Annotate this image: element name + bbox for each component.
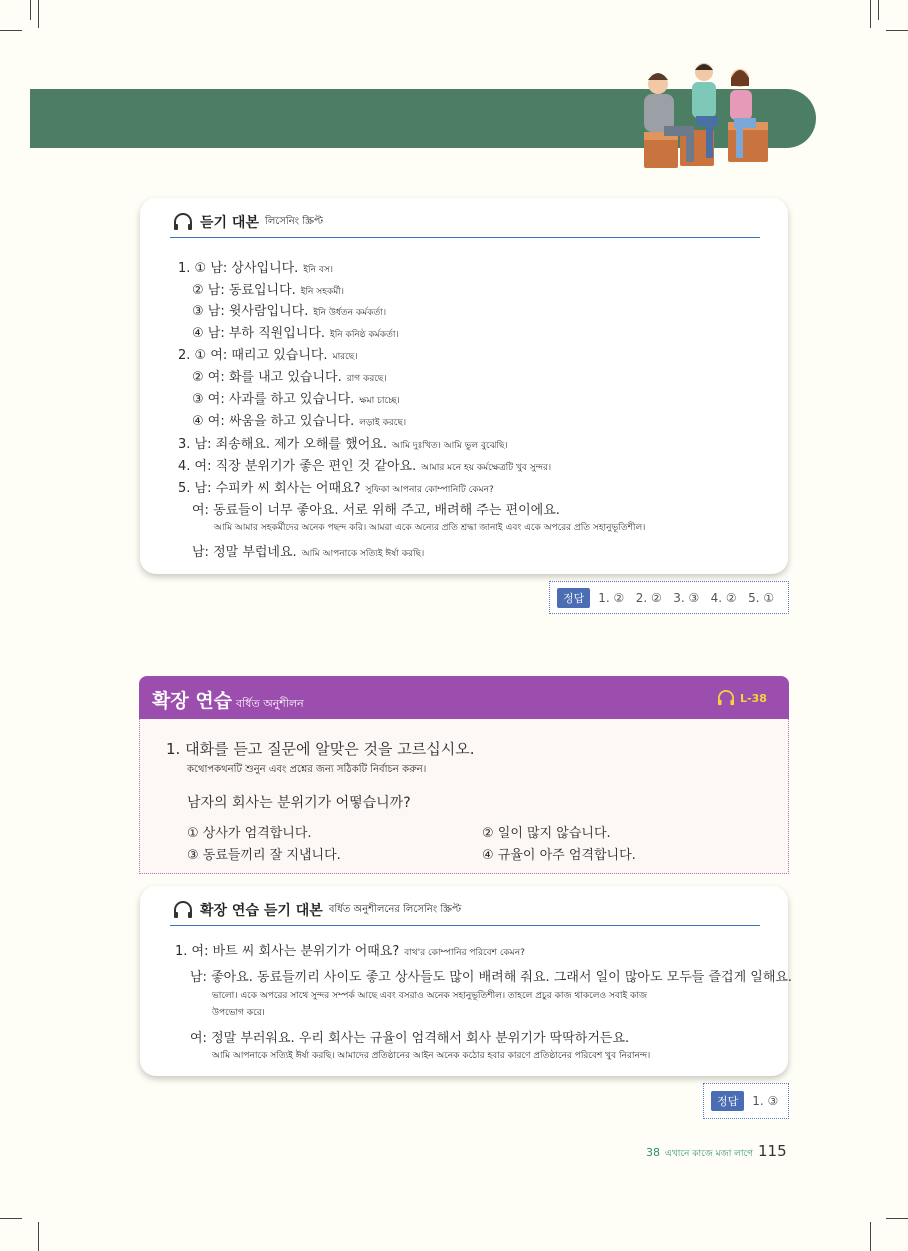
- option-1[interactable]: ① 상사가 엄격합니다.: [187, 826, 312, 841]
- page-number: 115: [758, 1142, 787, 1160]
- script-line-bn: আমি আপনাকে সত্যিই ঈর্ষা করছি। আমাদের প্রতিষ্ঠানের আইন অনেক কঠোর হবার কারণে প্রতিষ্ঠানের পরিবেশ খুব নিরানন্দ।: [212, 1051, 651, 1061]
- answer-label: 정답: [711, 1091, 744, 1111]
- script-line-bn: ভালো। একে অপরের সাথে সুন্দর সম্পর্ক আছে এবং বসরাও অনেক সহানুভূতিশীল। তাহলে প্রচুর কাজ থাকলেও সবাই কাজ: [212, 991, 648, 1001]
- audio-track-label: L-38: [740, 691, 767, 705]
- answer-text: 1. ③: [752, 1094, 779, 1108]
- extension-script-title: [172, 900, 461, 920]
- question-text-bn: কথোপকথনটি শুনুন এবং প্রশ্নের জন্য সঠিকটি নির্বাচন করুন।: [187, 764, 427, 775]
- script-title: [172, 212, 323, 232]
- people-illustration: [636, 60, 796, 172]
- crop-mark: [870, 0, 871, 28]
- script-line: আমি আমার সহকর্মীদের অনেক পছন্দ করি। আমরা একে অন্যের প্রতি শ্রদ্ধা জানাই এবং একে অপরের প্রতি সহানুভূতিশীল।: [214, 523, 646, 533]
- audio-track[interactable]: [716, 690, 767, 706]
- extension-title-bn: বর্ধিত অনুশীলন: [236, 697, 304, 710]
- script-line: ③ 남: 윗사람입니다. ইনি উর্ধতন কর্মকর্তা।: [192, 304, 387, 319]
- question-prompt: 남자의 회사는 분위기가 어떻습니까?: [187, 795, 411, 811]
- crop-mark: [0, 30, 22, 31]
- script-title-bn: লিসেনিং স্ক্রিপ্ট: [264, 215, 324, 227]
- title-underline: [170, 925, 760, 926]
- option-2[interactable]: ② 일이 많지 않습니다.: [482, 826, 611, 841]
- question-text: 1. 대화를 듣고 질문에 알맞은 것을 고르십시오.: [166, 740, 475, 758]
- extension-script-title-bn: বর্ধিত অনুশীলনের লিসেনিং স্ক্রিপ্ট: [328, 903, 462, 915]
- headphones-icon: [172, 213, 194, 231]
- script-line: ② 여: 화를 내고 있습니다. রাগ করছে।: [192, 370, 387, 385]
- script-line: 3. 남: 죄송해요. 제가 오해를 했어요. আমি দুঃখিত। আমি ভুল বুঝেছি।: [178, 437, 508, 452]
- chapter-number: 38: [646, 1146, 660, 1159]
- crop-mark: [30, 0, 31, 20]
- extension-title-ko: 확장 연습: [152, 690, 233, 712]
- answer-box: [703, 1083, 789, 1119]
- script-line-bn: উপভোগ করে।: [212, 1008, 265, 1018]
- extension-title: [152, 686, 304, 714]
- answer-box: [549, 581, 789, 614]
- title-underline: [170, 237, 760, 238]
- script-line: 1. ① 남: 상사입니다. ইনি বস।: [178, 261, 333, 276]
- crop-mark: [886, 30, 908, 31]
- extension-script-title-ko: 확장 연습 듣기 대본: [200, 903, 323, 919]
- script-line: ② 남: 동료입니다. ইনি সহকর্মী।: [192, 283, 345, 298]
- option-3[interactable]: ③ 동료들끼리 잘 지냅니다.: [187, 848, 341, 863]
- crop-mark: [878, 0, 879, 20]
- script-line: 5. 남: 수피카 씨 회사는 어때요? সুফিকা আপনার কোম্পানিটি কেমন?: [178, 481, 494, 496]
- script-title-ko: 듣기 대본: [200, 215, 259, 231]
- script-line: 4. 여: 직장 분위기가 좋은 편인 것 같아요. আমার মনে হয় কর্মক্ষেত্রটি খুব সুন্দর।: [178, 459, 552, 474]
- crop-mark: [38, 1222, 39, 1251]
- script-line: ③ 여: 사과를 하고 있습니다. ক্ষমা চাচ্ছে।: [192, 392, 400, 407]
- script-line: ④ 여: 싸움을 하고 있습니다. লড়াই করছে।: [192, 414, 407, 429]
- script-line: 남: 정말 부럽네요. আমি আপনাকে সত্যিই ঈর্ষা করছি।: [192, 545, 425, 560]
- headphones-icon: [172, 901, 194, 919]
- script-line: ④ 남: 부하 직원입니다. ইনি কনিষ্ঠ কর্মকর্তা।: [192, 326, 399, 341]
- crop-mark: [38, 0, 39, 28]
- script-line: 여: 동료들이 너무 좋아요. 서로 위해 주고, 배려해 주는 편이에요.: [192, 503, 560, 518]
- crop-mark: [870, 1222, 871, 1251]
- crop-mark: [0, 1218, 22, 1219]
- script-line: 1. 여: 바트 씨 회사는 분위기가 어때요? বাথ'র কোম্পানির পরিবেশ কেমন?: [175, 944, 525, 959]
- answer-text: 1. ② 2. ② 3. ③ 4. ② 5. ①: [598, 590, 775, 605]
- chapter-title: এখানে কাজে মজা লাগে: [665, 1149, 754, 1159]
- option-4[interactable]: ④ 규율이 아주 엄격합니다.: [482, 848, 636, 863]
- script-line: 남: 좋아요. 동료들끼리 사이도 좋고 상사들도 많이 배려해 줘요. 그래서 일이 많아도 모두들 즐겁게 일해요.: [190, 970, 793, 985]
- script-line: 여: 정말 부러워요. 우리 회사는 규율이 엄격해서 회사 분위기가 딱딱하거든요.: [190, 1031, 630, 1046]
- script-line: 2. ① 여: 때리고 있습니다. মারছে।: [178, 348, 358, 363]
- page-footer: [646, 1142, 787, 1161]
- answer-label: 정답: [557, 588, 590, 608]
- headphones-icon: [716, 690, 736, 706]
- crop-mark: [886, 1218, 908, 1219]
